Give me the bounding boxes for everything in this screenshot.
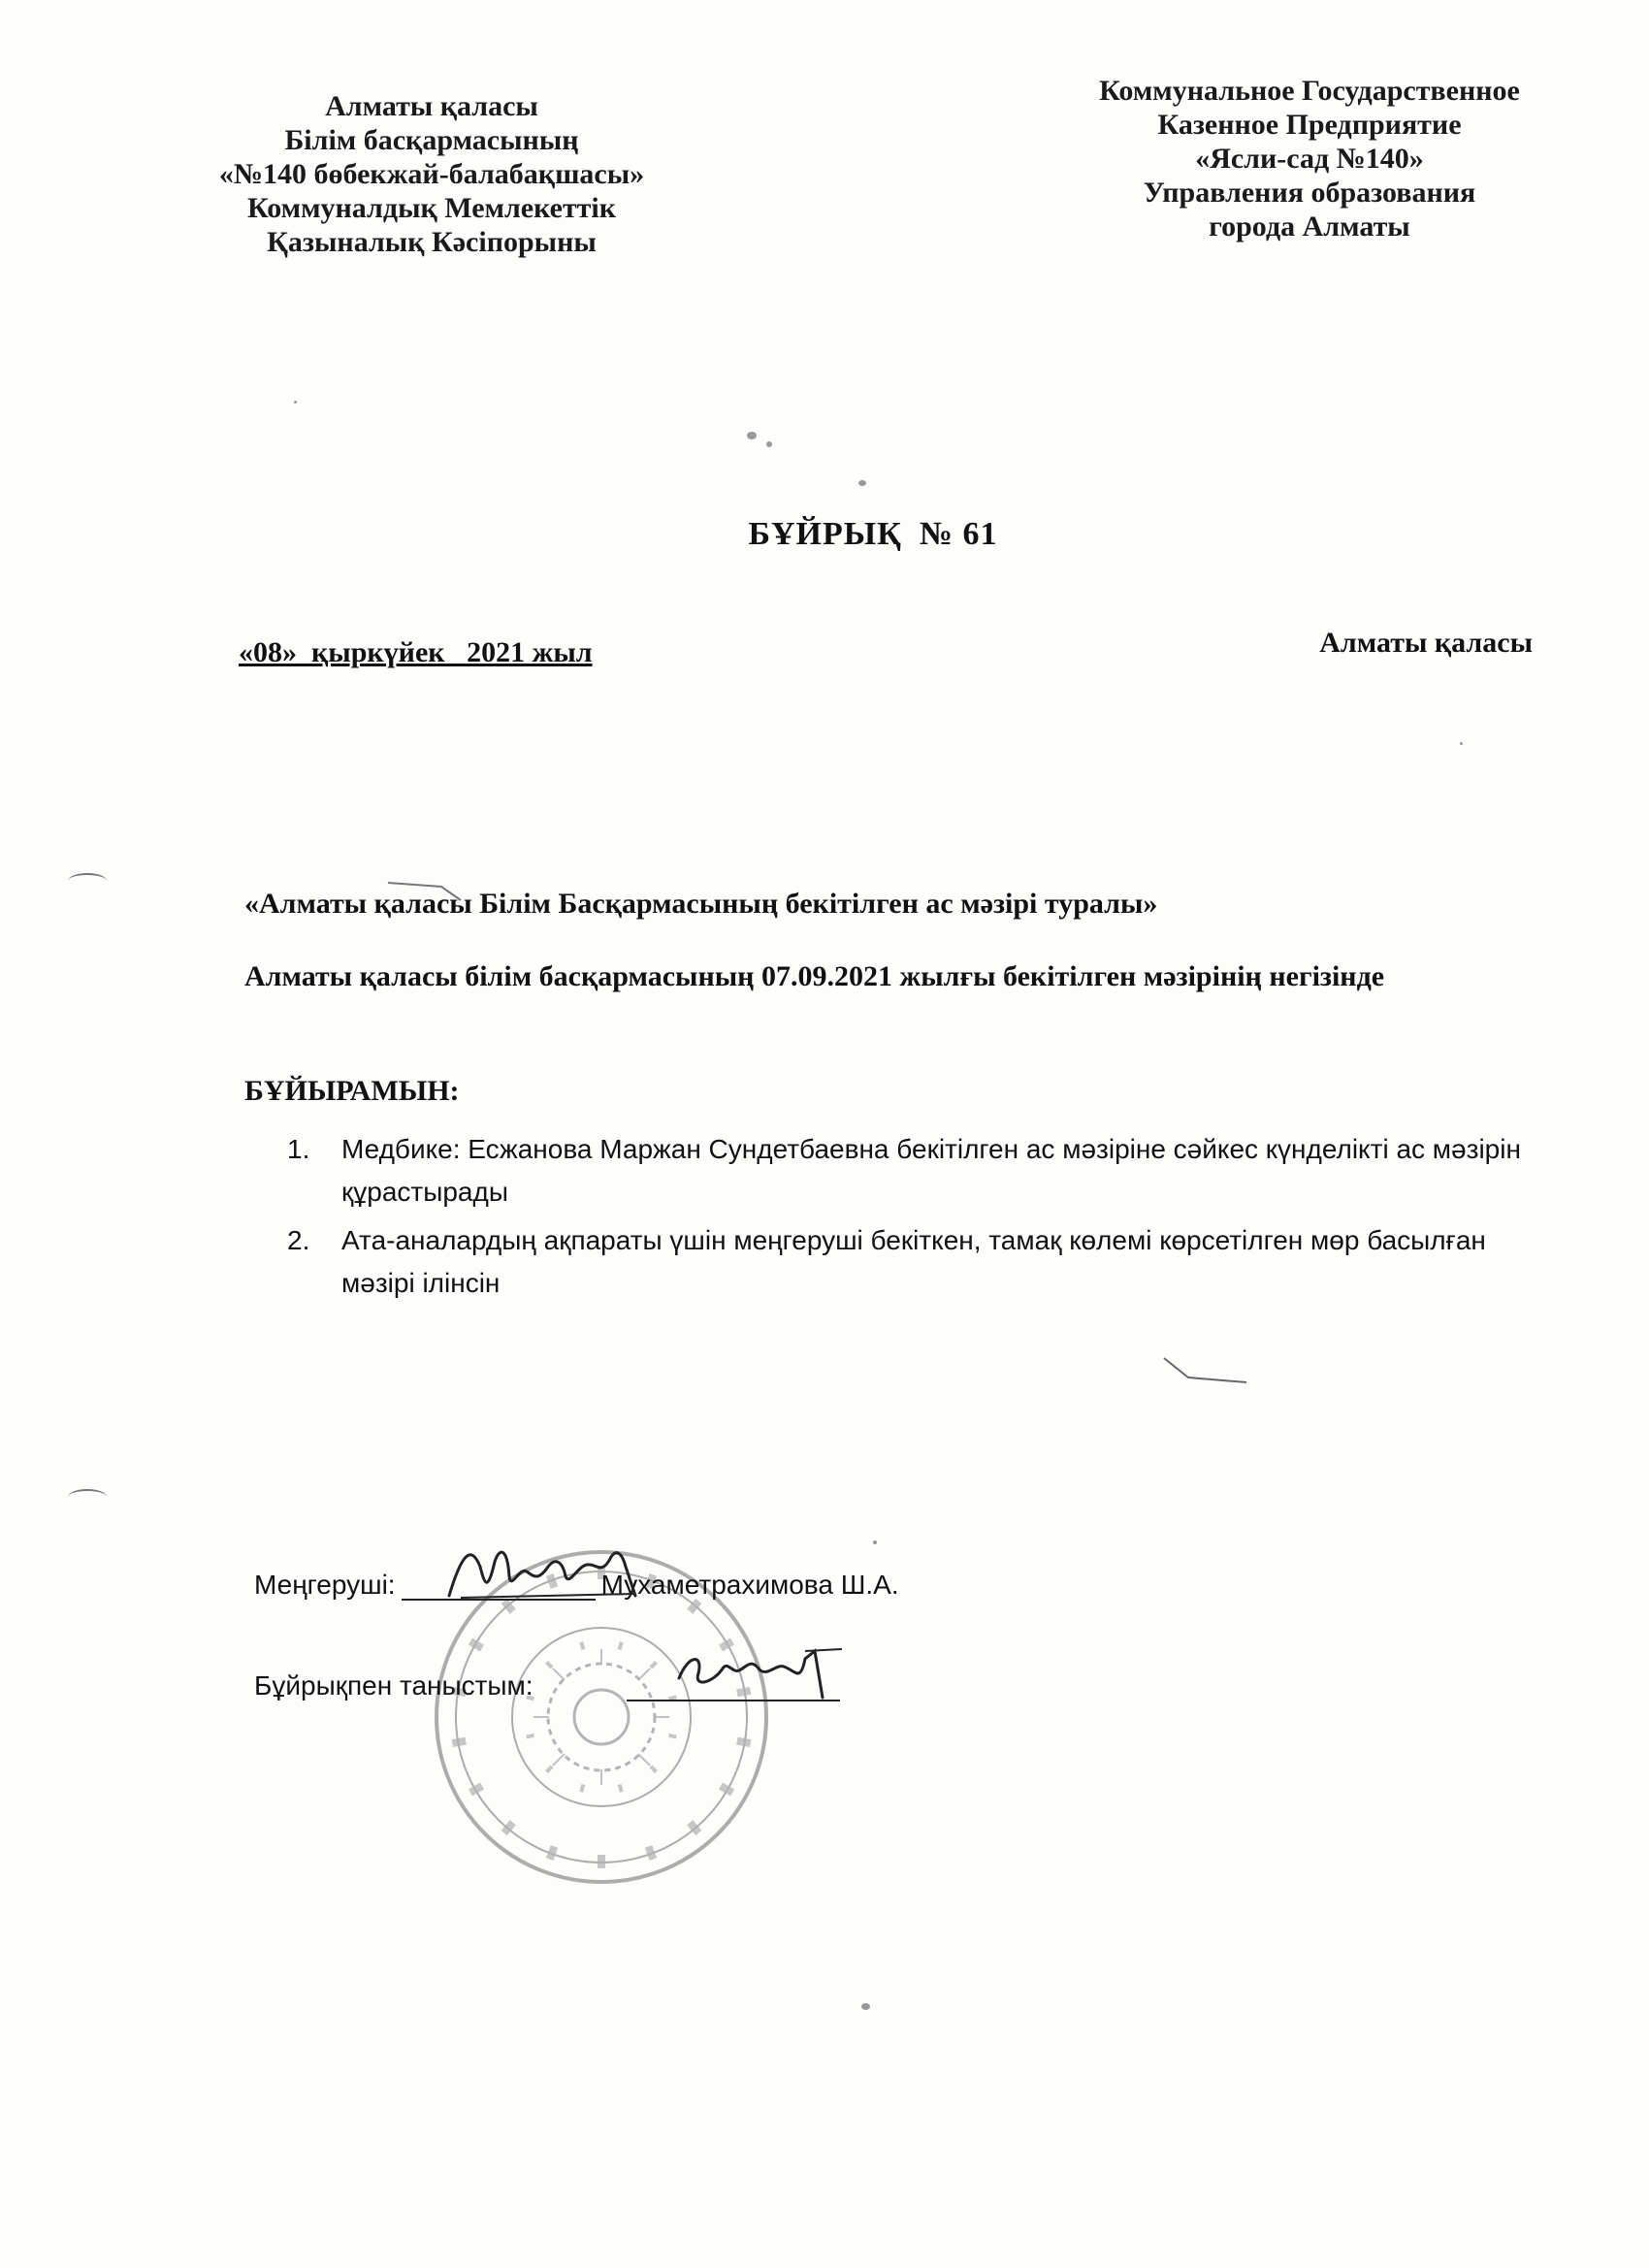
scan-mark-icon <box>1159 1353 1256 1392</box>
signature-row <box>254 1570 899 1601</box>
header-left-line: Коммуналдық Мемлекеттік <box>246 192 617 224</box>
order-title <box>679 516 1067 553</box>
order-city: Алматы қаласы <box>1319 627 1533 659</box>
scan-speck <box>858 480 866 486</box>
header-left-line: Қазыналық Кәсіпорыны <box>267 226 597 258</box>
order-title-word: БҰЙРЫҚ <box>748 516 902 552</box>
acknowledgement-line <box>627 1670 840 1701</box>
header-right-line: «Ясли-сад №140» <box>1195 143 1424 175</box>
list-item-index: 2. <box>287 1225 310 1255</box>
order-number: № 61 <box>919 516 998 552</box>
punch-hole-mark <box>68 873 107 889</box>
list-item <box>287 1219 1529 1305</box>
list-item-text: Ата-аналардың ақпараты үшін меңгеруші бекіткен, тамақ көлемі көрсетілген мөр басылған мәзірі ілінсін <box>341 1225 1486 1298</box>
scan-speck <box>747 432 757 439</box>
header-right-line: Коммунальное Государственное <box>1099 75 1520 107</box>
header-left-line: Білім басқармасының <box>284 124 579 156</box>
scan-speck <box>1460 742 1463 745</box>
header-left-line: Алматы қаласы <box>325 90 538 122</box>
list-item <box>287 1128 1529 1214</box>
header-left-line: «№140 бөбекжай-балабақшасы» <box>218 158 645 190</box>
list-item-text: Медбике: Есжанова Маржан Сундетбаевна бекітілген ас мәзіріне сәйкес күнделікті ас мәзірін құрастырады <box>341 1134 1521 1207</box>
signature-name: Мухаметрахимова Ш.А. <box>600 1570 899 1600</box>
punch-hole-mark <box>68 1489 107 1505</box>
header-right-line: города Алматы <box>1209 211 1410 243</box>
header-right-line: Управления образования <box>1143 177 1476 209</box>
order-date: «08» қыркүйек 2021 жыл <box>239 636 593 668</box>
list-item-index: 1. <box>287 1134 310 1164</box>
signature-line <box>402 1570 596 1601</box>
acknowledgement-label: Бұйрықпен таныстым: <box>254 1670 534 1701</box>
scan-speck <box>766 441 772 447</box>
header-right-line: Казенное Предприятие <box>1157 109 1462 141</box>
order-items-list <box>287 1128 1529 1311</box>
header-left-kazakh <box>189 89 674 259</box>
scan-speck <box>873 1540 877 1544</box>
order-subject: «Алматы қаласы Білім Басқармасының бекітілген ас мәзірі туралы» <box>244 888 1158 920</box>
scan-speck <box>294 401 297 404</box>
scan-speck <box>861 2003 870 2010</box>
signature-role: Меңгеруші: <box>254 1570 396 1600</box>
order-basis: Алматы қаласы білім басқармасының 07.09.2021 жылғы бекітілген мәзірінің негізінде <box>244 960 1385 992</box>
header-right-russian <box>1057 74 1562 243</box>
acknowledgement-row <box>254 1670 840 1701</box>
order-command: БҰЙЫРАМЫН: <box>244 1075 460 1107</box>
